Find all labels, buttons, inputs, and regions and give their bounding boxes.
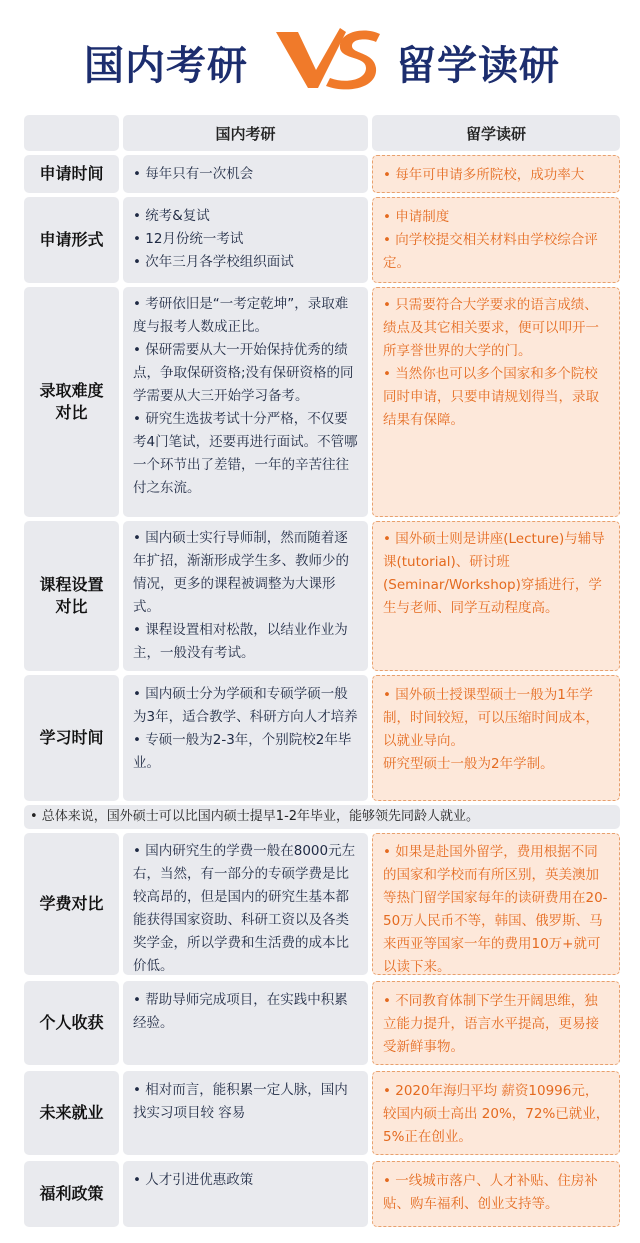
row-label: 未来就业 xyxy=(24,1071,119,1155)
abroad-text: • 国外硕士授课型硕士一般为1年学制，时间较短，可以压缩时间成本，以就业导向。 xyxy=(383,687,599,749)
title-abroad: 留学读研 xyxy=(396,43,560,89)
abroad-text: • 申请制度 xyxy=(383,209,450,225)
domestic-cell xyxy=(123,981,368,1065)
abroad-text: • 不同教育体制下学生开阔思维，独立能力提升，语言水平提高，更易接受新鲜事物。 xyxy=(383,993,599,1055)
domestic-text: • 12月份统一考试 xyxy=(133,231,244,247)
abroad-cell xyxy=(372,675,620,801)
row-label: 学习时间 xyxy=(24,675,119,801)
abroad-cell xyxy=(372,287,620,517)
table-row xyxy=(24,675,620,801)
page-header xyxy=(0,0,640,108)
row-label-text: 课程设置对比 xyxy=(39,575,104,616)
domestic-text: • 统考&复试 xyxy=(133,208,210,224)
header-empty-cell xyxy=(24,115,119,151)
row-label: 福利政策 xyxy=(24,1161,119,1227)
abroad-text: • 每年可申请多所院校，成功率大 xyxy=(383,167,585,183)
row-label: 学费对比 xyxy=(24,833,119,975)
abroad-cell xyxy=(372,521,620,671)
domestic-cell xyxy=(123,675,368,801)
row-label: 申请时间 xyxy=(24,155,119,193)
domestic-cell xyxy=(123,1071,368,1155)
row-label-text: 录取难度对比 xyxy=(39,381,104,422)
domestic-text: • 帮助导师完成项目，在实践中积累经验。 xyxy=(133,992,348,1031)
row-label: 个人收获 xyxy=(24,981,119,1065)
table-row xyxy=(24,197,620,283)
domestic-text: • 课程设置相对松散，以结业作业为主，一般没有考试。 xyxy=(133,622,348,661)
summary-note: • 总体来说，国外硕士可以比国内硕士提早1-2年毕业，能够领先同龄人就业。 xyxy=(24,805,620,829)
domestic-text: • 保研需要从大一开始保持优秀的绩点，争取保研资格;没有保研资格的同学需要从大三开始学习备考。 xyxy=(133,342,354,404)
abroad-cell xyxy=(372,155,620,193)
table-row xyxy=(24,833,620,975)
table-row xyxy=(24,521,620,671)
table-row xyxy=(24,155,620,193)
domestic-text: • 国内硕士实行导师制，然而随着逐年扩招，渐渐形成学生多、教师少的情况，更多的课程被调整为大课形式。 xyxy=(133,530,349,615)
domestic-text: • 专硕一般为2-3年，个别院校2年毕业。 xyxy=(133,732,352,771)
domestic-cell xyxy=(123,287,368,517)
row-label: 申请形式 xyxy=(24,197,119,283)
abroad-text: • 向学校提交相关材料由学校综合评定。 xyxy=(383,232,598,271)
row-label xyxy=(24,521,119,671)
domestic-text: • 相对而言，能积累一定人脉，国内找实习项目较 容易 xyxy=(133,1082,348,1121)
table-row xyxy=(24,981,620,1065)
abroad-text: • 如果是赴国外留学，费用根据不同的国家和学校而有所区别，英美澳加等热门留学国家每年的读研费用在20-50万人民币不等，韩国、俄罗斯、马来西亚等国家一年的费用10万+就可以读下来。 xyxy=(383,844,608,975)
abroad-text: • 2020年海归平均 薪资10996元，较国内硕士高出 20%，72%已就业，5%正在创业。 xyxy=(383,1083,610,1145)
column-header-abroad: 留学读研 xyxy=(372,115,620,151)
column-header-domestic: 国内考研 xyxy=(123,115,368,151)
domestic-text: • 研究生选拔考试十分严格，不仅要考4门笔试，还要再进行面试。不管哪一个环节出了差错，一年的辛苦往往付之东流。 xyxy=(133,411,358,496)
domestic-cell xyxy=(123,155,368,193)
abroad-text: • 当然你也可以多个国家和多个院校同时申请，只要申请规划得当，录取结果有保障。 xyxy=(383,366,599,428)
abroad-text: • 一线城市落户、人才补贴、住房补贴、购车福利、创业支持等。 xyxy=(383,1173,598,1212)
domestic-text: • 国内研究生的学费一般在8000元左右，当然，有一部分的专硕学费是比较高昂的，但是国内的研究生基本都能获得国家资助、科研工资以及各类奖学金，所以学费和生活费的成本比价低。 xyxy=(133,843,356,974)
abroad-text: • 国外硕士则是讲座(Lecture)与辅导课(tutorial)、研讨班(Seminar/Workshop)穿插进行，学生与老师、同学互动程度高。 xyxy=(383,531,605,616)
row-label xyxy=(24,287,119,517)
table-row xyxy=(24,1161,620,1227)
domestic-text: • 国内硕士分为学硕和专硕学硕一般为3年，适合教学、科研方向人才培养 xyxy=(133,686,358,725)
abroad-cell xyxy=(372,833,620,975)
abroad-cell xyxy=(372,1071,620,1155)
table-row xyxy=(24,287,620,517)
abroad-text: 研究型硕士一般为2年学制。 xyxy=(383,756,554,772)
domestic-text: • 人才引进优惠政策 xyxy=(133,1172,254,1188)
domestic-text: • 每年只有一次机会 xyxy=(133,166,254,182)
domestic-text: • 考研依旧是“一考定乾坤”，录取难度与报考人数成正比。 xyxy=(133,296,349,335)
abroad-text: • 只需要符合大学要求的语言成绩、绩点及其它相关要求，便可以叩开一所享誉世界的大学的门。 xyxy=(383,297,599,359)
domestic-text: • 次年三月各学校组织面试 xyxy=(133,254,294,270)
abroad-cell xyxy=(372,1161,620,1227)
title-domestic: 国内考研 xyxy=(84,43,248,89)
table-header-row xyxy=(24,115,620,151)
abroad-cell xyxy=(372,981,620,1065)
domestic-cell xyxy=(123,1161,368,1227)
domestic-cell xyxy=(123,521,368,671)
abroad-cell xyxy=(372,197,620,283)
table-row xyxy=(24,1071,620,1155)
vs-logo xyxy=(268,18,388,98)
domestic-cell xyxy=(123,833,368,975)
domestic-cell xyxy=(123,197,368,283)
